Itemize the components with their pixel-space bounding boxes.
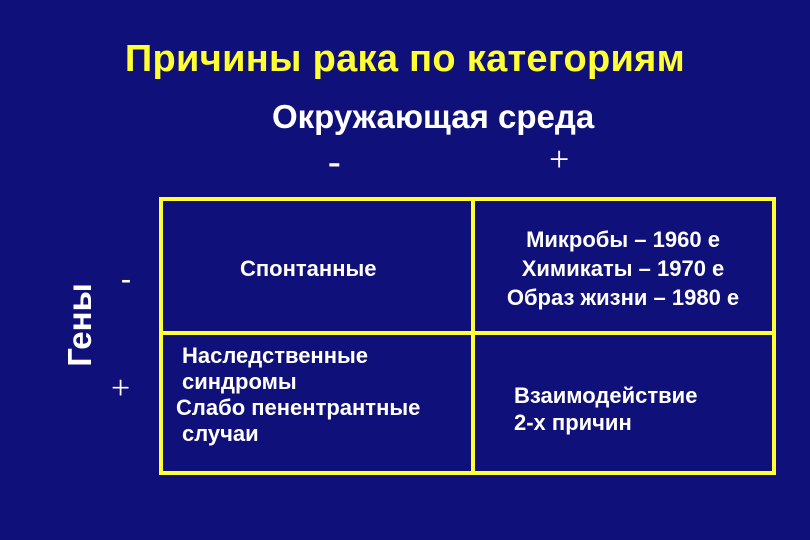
genes-plus-sign: + — [111, 370, 131, 407]
environment-axis-label: Окружающая среда — [272, 98, 595, 135]
matrix-vertical-divider — [471, 197, 475, 475]
cell-line: синдромы — [182, 369, 297, 394]
genes-axis-label: Гены — [61, 283, 98, 367]
cell-environmental-causes — [478, 225, 768, 312]
cell-spontaneous: Спонтанные — [240, 256, 377, 281]
cell-line: Слабо пенентрантные — [176, 395, 421, 420]
cell-line: 2-х причин — [514, 410, 632, 435]
genes-axis-label-container — [50, 260, 110, 390]
environment-plus-sign: + — [549, 139, 570, 179]
cell-line: Микробы – 1960 е — [526, 227, 720, 252]
cell-interaction — [514, 382, 697, 436]
matrix-horizontal-divider — [159, 331, 776, 335]
cell-line: Взаимодействие — [514, 383, 698, 408]
cell-line: Химикаты – 1970 е — [521, 256, 725, 281]
genes-minus-sign: - — [121, 262, 131, 295]
cell-line: Образ жизни – 1980 е — [506, 285, 740, 310]
cell-hereditary — [176, 343, 420, 447]
cell-line: случаи — [182, 421, 259, 446]
slide-title: Причины рака по категориям — [124, 38, 686, 80]
environment-minus-sign: - — [328, 141, 341, 183]
cell-line: Наследственные — [182, 343, 369, 368]
